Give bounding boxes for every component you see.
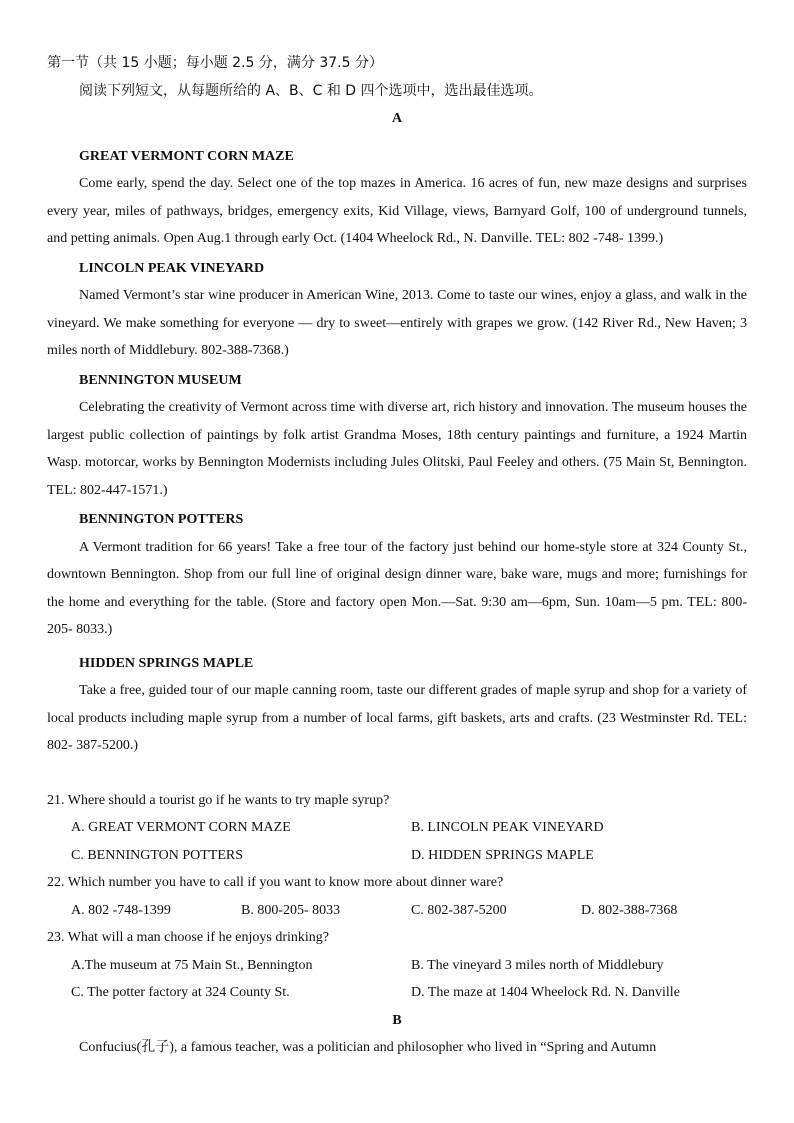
passage-b-opening: Confucius(孔子), a famous teacher, was a politician and philosopher who lived in “Spring and Autumn <box>79 1040 657 1055</box>
question-21-option-c: C. BENNINGTON POTTERS <box>71 847 244 863</box>
passage-a-label: A <box>391 111 403 126</box>
question-21-options <box>47 814 747 869</box>
question-21-option-b: B. LINCOLN PEAK VINEYARD <box>411 820 604 835</box>
ad-body-vineyard: Named Vermont’s star wine producer in American Wine, 2013. Come to taste our wines, enjoy a glass, and walk in the vineyard. We make something for everyone — dry to sweet—entirely with grapes we grow. (142 River Rd., New Haven; 3 miles north of Middlebury. 802-388-7368.) <box>47 288 747 358</box>
question-22: 22. Which number you have to call if you want to know more about dinner ware? <box>47 875 504 890</box>
question-23-option-b: B. The vineyard 3 miles north of Middlebury <box>411 957 664 973</box>
question-23-option-d: D. The maze at 1404 Wheelock Rd. N. Danville <box>411 985 680 1000</box>
ad-title-corn-maze: GREAT VERMONT CORN MAZE <box>79 148 294 164</box>
ad-title-museum: BENNINGTON MUSEUM <box>79 372 242 388</box>
passage-b-label: B <box>392 1012 402 1028</box>
question-22-option-c: C. 802-387-5200 <box>411 902 507 918</box>
ad-body-museum: Celebrating the creativity of Vermont across time with diverse art, rich history and innovation. The museum houses the largest public collection of paintings by folk artist Grandma Moses, 18th century paintings and furniture, a 1924 Martin Wasp. motorcar, works by Bennington Modernists including Jules Olitski, Paul Feeley and others. (75 Main St, Bennington. TEL: 802-447-1571.) <box>47 400 747 498</box>
question-23-options <box>47 952 747 1007</box>
ad-title-maple: HIDDEN SPRINGS MAPLE <box>79 655 254 671</box>
question-21: 21. Where should a tourist go if he wants to try maple syrup? <box>47 792 390 808</box>
question-23: 23. What will a man choose if he enjoys drinking? <box>47 930 330 945</box>
question-22-option-d: D. 802-388-7368 <box>581 902 678 918</box>
question-21-option-a: A. GREAT VERMONT CORN MAZE <box>71 820 291 835</box>
question-22-options <box>47 897 747 925</box>
question-21-option-d: D. HIDDEN SPRINGS MAPLE <box>411 847 594 863</box>
question-23-option-c: C. The potter factory at 324 County St. <box>71 985 290 1000</box>
ad-body-potters: A Vermont tradition for 66 years! Take a free tour of the factory just behind our home-style store at 324 County St., downtown Bennington. Shop from our full line of original design dinner ware, bake ware, mugs and more; furnishings for the home and everything for the table. (Store and factory open Mon.—Sat. 9:30 am—6pm, Sun. 10am—5 pm. TEL: 800-205- 8033.) <box>47 539 747 637</box>
ad-body-corn-maze: Come early, spend the day. Select one of the top mazes in America. 16 acres of fun, new maze designs and surprises every year, miles of pathways, bridges, emergency exits, Kid Village, views, Barnyard Golf, 100 of underground tunnels, and petting animals. Open Aug.1 through early Oct. (1404 Wheelock Rd., N. Danville. TEL: 802 -748- 1399.) <box>47 176 747 246</box>
ad-body-maple: Take a free, guided tour of our maple canning room, taste our different grades of maple syrup and shop for a variety of local products including maple syrup from a number of local farms, gift baskets, arts and crafts. (23 Westminster Rd. TEL: 802- 387-5200.) <box>47 683 747 753</box>
section-header: 第一节（共 15 小题；每小题 2.5 分，满分 37.5 分） <box>47 55 383 71</box>
ad-title-potters: BENNINGTON POTTERS <box>79 512 244 527</box>
document-page <box>47 50 747 1062</box>
ad-title-vineyard: LINCOLN PEAK VINEYARD <box>79 260 265 276</box>
question-23-option-a: A.The museum at 75 Main St., Bennington <box>71 957 313 973</box>
instruction-text: 阅读下列短文，从每题所给的 A、B、C 和 D 四个选项中，选出最佳选项。 <box>79 82 543 99</box>
question-22-option-a: A. 802 -748-1399 <box>71 902 171 918</box>
question-22-option-b: B. 800-205- 8033 <box>241 902 341 918</box>
